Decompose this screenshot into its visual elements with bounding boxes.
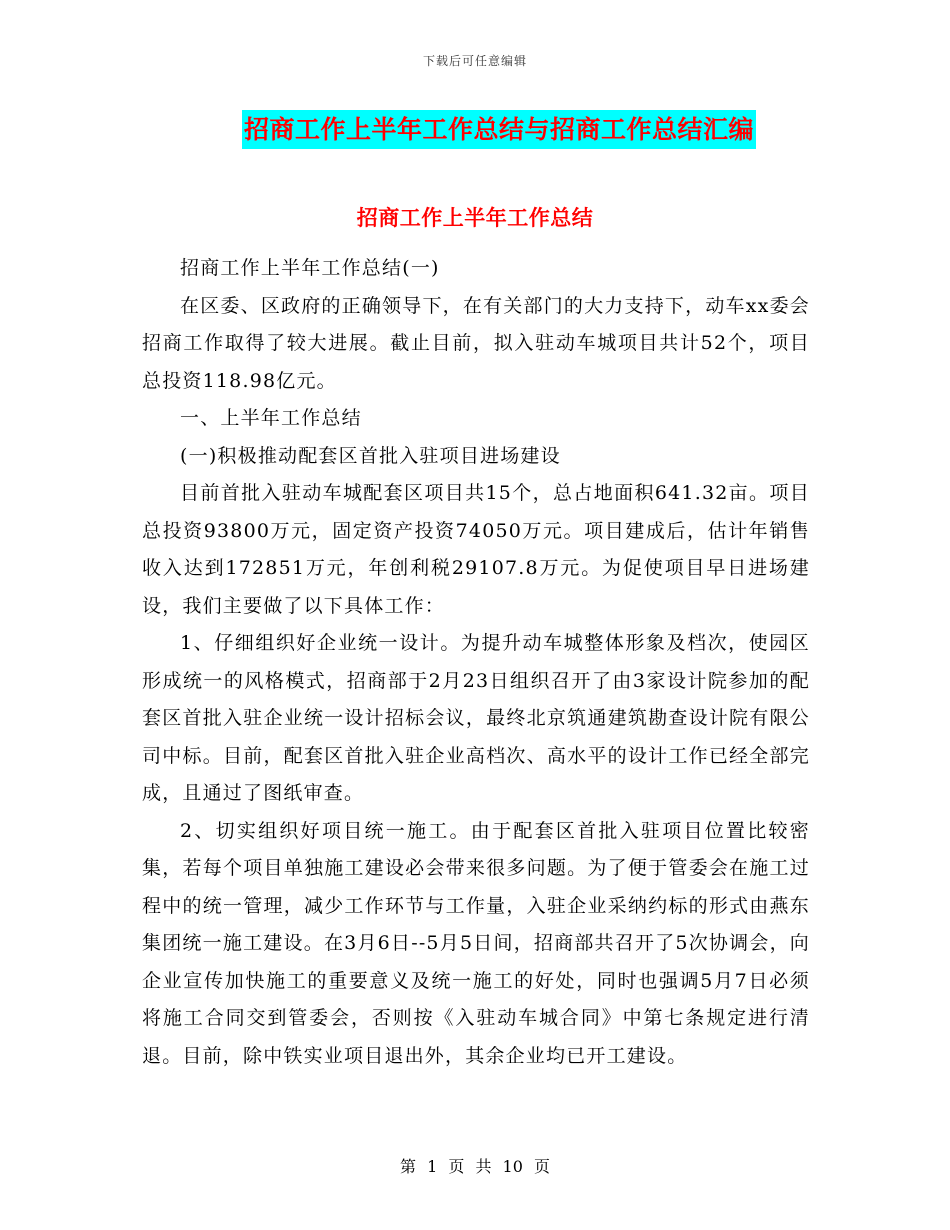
paragraph-project-summary: 目前首批入驻动车城配套区项目共15个，总占地面积641.32亩。项目总投资93800万元，固定资产投资74050万元。项目建成后，估计年销售收入达到172851万元，年创利税29107.8万元。为促使项目早日进场建设，我们主要做了以下具体工作： xyxy=(142,482,810,617)
paragraph-item-2: 2、切实组织好项目统一施工。由于配套区首批入驻项目位置比较密集，若每个项目单独施工建设必会带来很多问题。为了便于管委会在施工过程中的统一管理，减少工作环节与工作量，入驻企业采纳约标的形式由燕东集团统一施工建设。在3月6日--5月5日间，招商部共召开了5次协调会，向企业宣传加快施工的重要意义及统一施工的好处，同时也强调5月7日必须将施工合同交到管委会，否则按《入驻动车城合同》中第七条规定进行清退。目前，除中铁实业项目退出外，其余企业均已开工建设。 xyxy=(142,819,810,1067)
paragraph-item-1: 1、仔细组织好企业统一设计。为提升动车城整体形象及档次，使园区形成统一的风格模式，招商部于2月23日组织召开了由3家设计院参加的配套区首批入驻企业统一设计招标会议，最终北京筑通建筑勘查设计院有限公司中标。目前，配套区首批入驻企业高档次、高水平的设计工作已经全部完成，且通过了图纸审查。 xyxy=(142,632,810,804)
paragraph-intro: 在区委、区政府的正确领导下，在有关部门的大力支持下，动车xx委会招商工作取得了较大进展。截止目前，拟入驻动车城项目共计52个，项目总投资118.98亿元。 xyxy=(142,294,810,392)
header-note: 下载后可任意编辑 xyxy=(422,54,527,68)
paragraph-heading-1: 招商工作上半年工作总结(一) xyxy=(180,257,440,279)
page-footer: 第 1 页 共 10 页 xyxy=(400,1157,550,1176)
paragraph-section-heading: 一、上半年工作总结 xyxy=(180,407,362,429)
paragraph-subsection-heading: (一)积极推动配套区首批入驻项目进场建设 xyxy=(180,444,561,467)
main-title: 招商工作上半年工作总结与招商工作总结汇编 xyxy=(242,110,756,149)
document-body xyxy=(142,250,810,1075)
section-title: 招商工作上半年工作总结 xyxy=(356,205,594,230)
main-title-container xyxy=(0,110,950,149)
